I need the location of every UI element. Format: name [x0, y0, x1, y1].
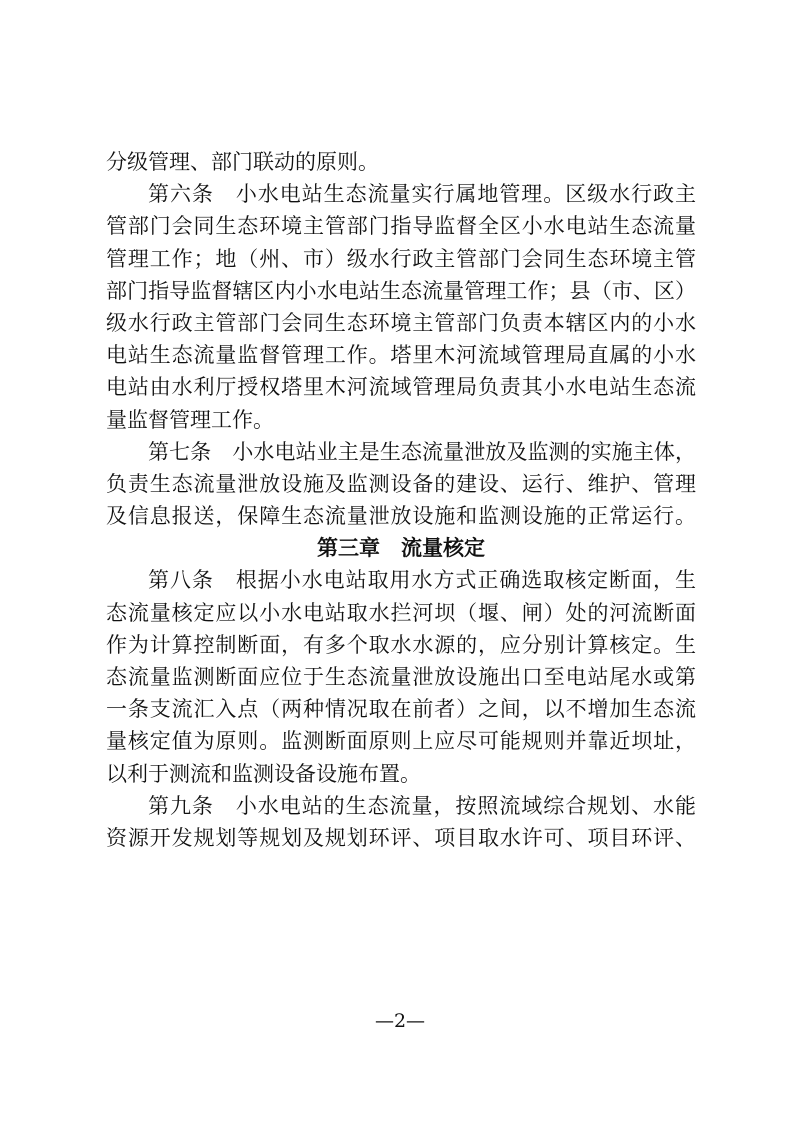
text-line: 分级管理、部门联动的原则。 [106, 150, 379, 174]
text-line: 第八条 根据小水电站取用水方式正确选取核定断面，生 [148, 568, 696, 593]
chapter-heading: 第三章 流量核定 [317, 536, 485, 561]
text-line: 一条支流汇入点（两种情况取在前者）之间，以不增加生态流 [106, 697, 696, 722]
text-line: 量核定值为原则。监测断面原则上应尽可能规则并靠近坝址， [106, 729, 696, 754]
text-line: 量监督管理工作。 [106, 407, 274, 432]
text-line: 负责生态流量泄放设施及监测设备的建设、运行、维护、管理 [106, 471, 696, 496]
text-line: 电站由水利厅授权塔里木河流域管理局负责其小水电站生态流 [106, 375, 696, 400]
text-line: 第九条 小水电站的生态流量，按照流域综合规划、水能 [148, 793, 696, 818]
text-line: 第六条 小水电站生态流量实行属地管理。区级水行政主 [148, 182, 696, 207]
text-line: 资源开发规划等规划及规划环评、项目取水许可、项目环评、 [106, 825, 696, 850]
text-line: 管部门会同生态环境主管部门指导监督全区小水电站生态流量 [106, 214, 696, 239]
text-line: 级水行政主管部门会同生态环境主管部门负责本辖区内的小水 [106, 310, 696, 335]
text-line: 态流量核定应以小水电站取水拦河坝（堰、闸）处的河流断面 [106, 600, 696, 625]
text-line: 电站生态流量监督管理工作。塔里木河流域管理局直属的小水 [106, 343, 696, 368]
text-line: 作为计算控制断面，有多个取水水源的，应分别计算核定。生 [106, 632, 696, 657]
text-line: 及信息报送，保障生态流量泄放设施和监测设施的正常运行。 [106, 504, 696, 529]
document-body [106, 146, 696, 854]
text-line: 部门指导监督辖区内小水电站生态流量管理工作；县（市、区） [106, 278, 696, 303]
text-line: 第七条 小水电站业主是生态流量泄放及监测的实施主体， [148, 439, 696, 464]
text-line: 以利于测流和监测设备设施布置。 [106, 761, 421, 786]
text-line: 管理工作；地（州、市）级水行政主管部门会同生态环境主管 [106, 246, 696, 271]
text-line: 态流量监测断面应位于生态流量泄放设施出口至电站尾水或第 [106, 665, 696, 689]
page-number: —2— [374, 1010, 426, 1032]
